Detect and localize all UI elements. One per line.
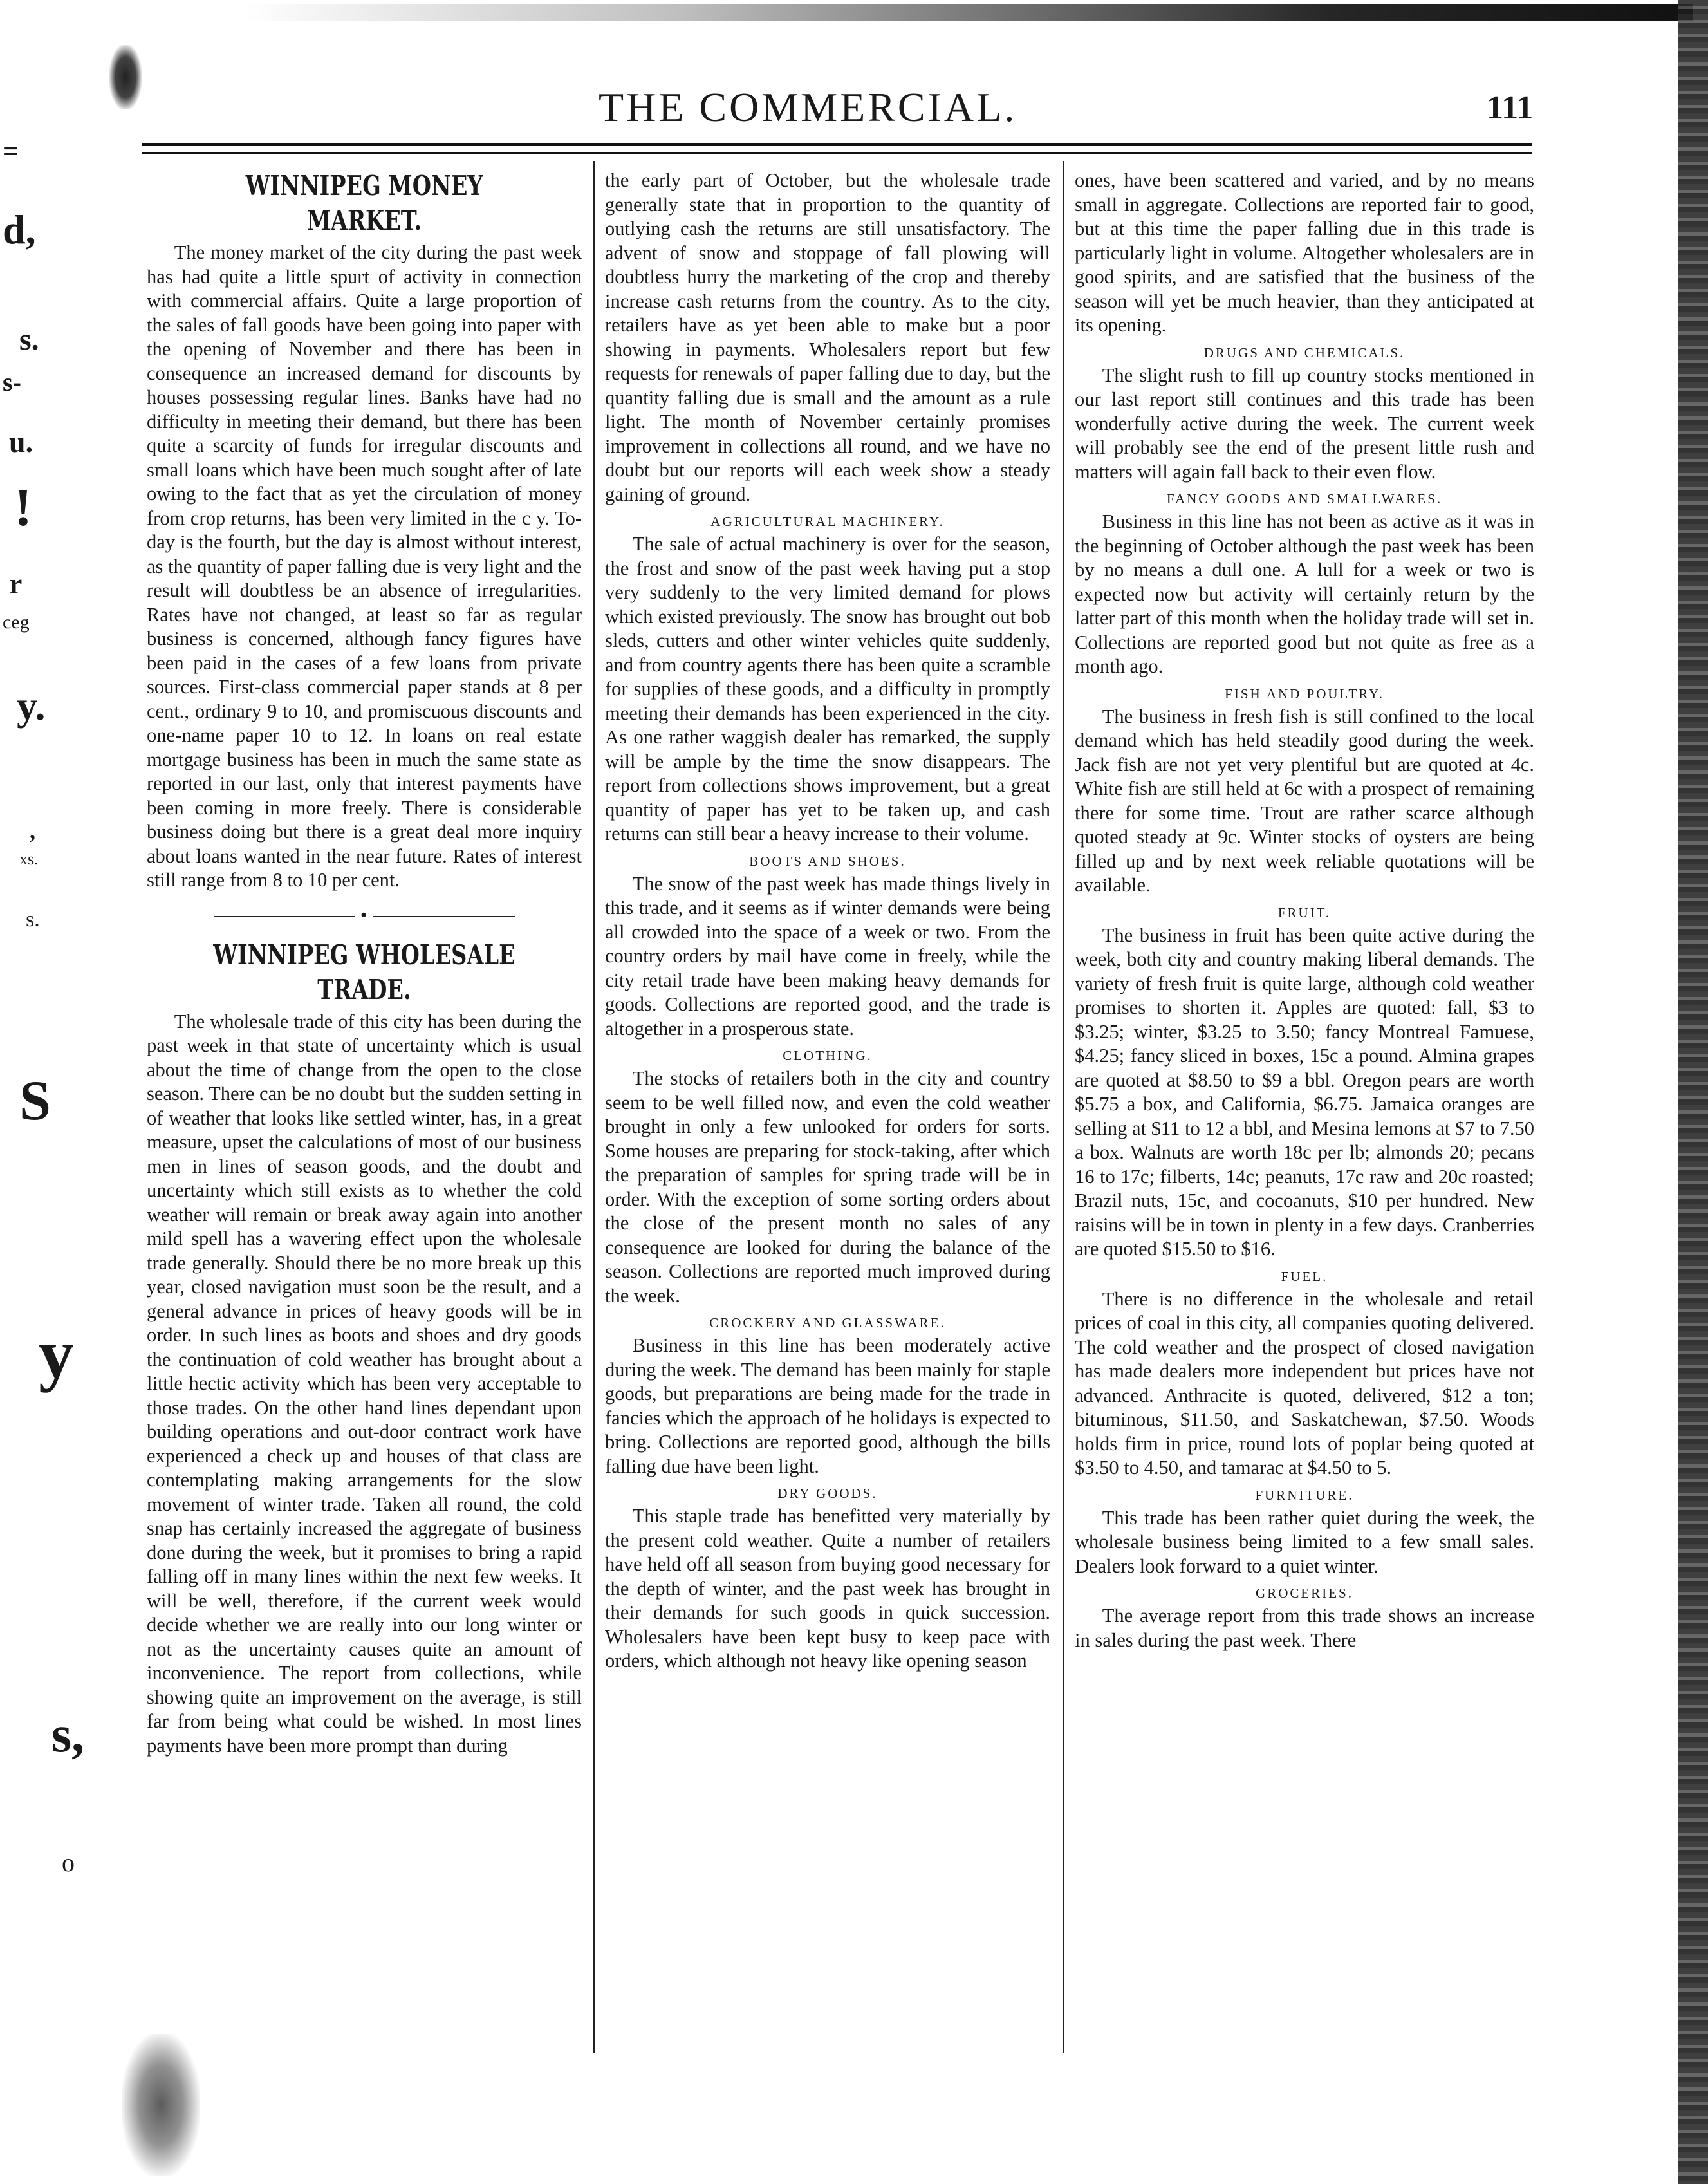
margin-fragment: xs.: [19, 850, 39, 868]
article-paragraph: Business in this line has not been as active as it was in the beginning of October although the past week has been by no means a dull one. A lull for a week or two is expected now but activity will certainly return by the latter part of this month when the holiday trade will set in. Collections are reported good but not quite as free as a month ago.: [1075, 510, 1534, 677]
margin-fragment: r: [9, 567, 23, 600]
article-paragraph: This trade has been rather quiet during the week, the wholesale business being limited to a few small sales. Dealers look forward to a quiet winter.: [1075, 1506, 1534, 1577]
margin-fragment: S: [19, 1070, 51, 1132]
column-divider: [1063, 161, 1064, 2053]
divider-ornament: •: [355, 905, 374, 924]
article-paragraph: ones, have been scattered and varied, and by no means small in aggregate. Collections are reported fair to good, but at this time the paper falling due in this trade is particularly light in volume. Altogether wholesalers are in good spirits, and are satisfied that the business of the season will yet be much heavier, than they anticipated at its opening.: [1075, 169, 1534, 336]
section-heading: CLOTHING.: [783, 1048, 873, 1063]
column-3: [1075, 169, 1534, 1652]
article-paragraph: The sale of actual machinery is over for the season, the frost and snow of the past week having put a stop very suddenly to the very limited demand for plows which existed previously. The snow has brought out bob sleds, cutters and other winter vehicles quite suddenly, and from country agents there has been quite a scramble for supplies of these goods, and a difficulty in promptly meeting their demands has been experienced in the city. As one rather waggish dealer has remarked, the supply will be ample by the time the snow disappears. The report from collections shows improvement, but a great quantity of paper has yet to be taken up, and cash returns can still bear a heavy increase to their volume.: [605, 533, 1050, 845]
header-rule: [142, 152, 1532, 154]
article-paragraph: Business in this line has been moderately active during the week. The demand has been mainly for staple goods, but preparations are being made for the trade in fancies which the approach of he holidays is expected to bring. Collections are reported good, although the bills falling due have been light.: [605, 1334, 1050, 1477]
column-2: [605, 169, 1050, 1674]
scan-edge-top: [245, 4, 1693, 21]
section-heading: FANCY GOODS AND SMALLWARES.: [1166, 491, 1443, 507]
header-rule: [142, 143, 1532, 146]
section-heading: BOOTS AND SHOES.: [749, 853, 906, 869]
column-1: [147, 169, 582, 1758]
section-heading: GROCERIES.: [1256, 1585, 1353, 1601]
margin-fragment: y: [39, 1314, 74, 1393]
column-divider: [593, 161, 595, 2053]
margin-fragment: !: [14, 478, 32, 537]
article-paragraph: the early part of October, but the wholesale trade generally state that in proportion to the quantity of outlying cash the returns are still unsatisfactory. The advent of snow and stoppage of fall plowing will doubtless hurry the marketing of the crop and thereby increase cash returns from the country. As to the city, retailers have as yet been able to make but a poor showing in payments. Wholesalers report but few requests for renewals of paper falling due to day, but the quantity falling due is small and the amount as a rule light. The month of November certainly promises improvement in collections all round, and we have no doubt but our reports will each week show a steady gaining of ground.: [605, 169, 1050, 505]
section-heading: FURNITURE.: [1255, 1487, 1354, 1503]
margin-fragment: y.: [17, 683, 46, 729]
section-heading: CROCKERY AND GLASSWARE.: [709, 1315, 946, 1330]
section-heading: FRUIT.: [1277, 904, 1332, 920]
section-heading: DRUGS AND CHEMICALS.: [1203, 344, 1406, 360]
scan-blot-top-left: [109, 45, 142, 109]
article-paragraph: The money market of the city during the past week has had quite a little spurt of activity in connection with commercial affairs. Quite a large proportion of the sales of fall goods have been going into paper with the opening of November and there has been in consequence an increased demand for discounts by houses possessing regular lines. Banks have had no difficulty in meeting their demand, but there has been quite a scarcity of funds for irregular discounts and small loans which have been much sought after of late owing to the fact that as yet the circulation of money from crop returns, has been very limited in the c y. To-day is the fourth, but the day is almost without interest, as the quantity of paper falling due is very light and the result will doubtless be an absence of irregularities. Rates have not changed, at least so far as regular business is concerned, although fancy figures have been paid in the cases of a few loans from private sources. First-class commercial paper stands at 8 per cent., ordinary 9 to 10, and promiscuous discounts and one-name paper 10 to 12. In loans on real estate mortgage business has been in much the same state as reported in our last, only that interest payments have been coming in more freely. There is considerable business doing but there is a great deal more inquiry about loans wanted in the near future. Rates of interest still range from 8 to 10 per cent.: [147, 241, 582, 891]
article-title: WINNIPEG MONEY MARKET.: [245, 170, 483, 236]
article-paragraph: The slight rush to fill up country stocks mentioned in our last report still continues and this trade has been wonderfully active during the week. The current week will probably see the end of the present little rush and matters will again fall back to their even flow.: [1075, 364, 1534, 483]
page-number: 111: [1487, 89, 1534, 126]
divider-rule: [214, 916, 355, 917]
article-paragraph: The stocks of retailers both in the city and country seem to be well filled now, and even the cold weather brought in only a few unlooked for orders for sorts. Some houses are preparing for stock-taking, after which the preparation of samples for spring trade will be in order. With the exception of some sorting orders about the close of the present month no sales of any consequence are looked for during the balance of the season. Collections are reported much improved during the week.: [605, 1067, 1050, 1307]
article-paragraph: The business in fruit has been quite active during the week, both city and country making liberal demands. The variety of fresh fruit is quite large, although cold weather promises to shorten it. Apples are quoted: fall, $3 to $3.25; winter, $3.25 to 3.50; fancy Montreal Famuese, $4.25; fancy sliced in boxes, 15c a pound. Almina grapes are quoted at $8.50 to $9 a bbl. Oregon pears are worth $5.75 a box, and California, $6.75. Jamaica oranges are selling at $11 to 12 a bbl, and Mesina lemons at $7 to 7.50 a box. Walnuts are worth 18c per lb; almonds 20; pecans 16 to 17c; filberts, 14c; peanuts, 17c raw and 20c roasted; Brazil nuts, 15c, and cocoanuts, $10 per hundred. New raisins will be in town in plenty in a few days. Cranberries are quoted $15.50 to $16.: [1075, 924, 1534, 1260]
article-paragraph: The business in fresh fish is still confined to the local demand which has held steadily good during the week. Jack fish are not yet very plentiful but are quoted at 4c. White fish are still held at 6c with a prospect of remaining there for some time. Trout are rather scarce although quoted steady at 9c. Winter stocks of oysters are being filled up and by next week reliable quotations will be available.: [1075, 705, 1534, 896]
article-paragraph: The average report from this trade shows an increase in sales during the past week. There: [1075, 1605, 1534, 1651]
article-paragraph: There is no difference in the wholesale and retail prices of coal in this city, all companies quoting delivered. The cold weather and the prospect of closed navigation has made dealers more independent but prices have not advanced. Anthracite is quoted, delivered, $12 a ton; bituminous, $11.50, and Saskatchewan, $7.50. Woods holds firm in price, round lots of poplar being quoted at $3.50 to 4.50, and tamarac at $4.50 to 5.: [1075, 1287, 1534, 1479]
article-divider: [147, 904, 582, 926]
margin-fragment: ceg: [3, 611, 30, 633]
margin-fragment: s.: [26, 908, 40, 931]
margin-fragment: s-: [3, 368, 21, 397]
section-heading: DRY GOODS.: [777, 1486, 878, 1501]
section-heading: FUEL.: [1281, 1268, 1328, 1284]
margin-fragment: s,: [51, 1706, 85, 1763]
article-paragraph: The wholesale trade of this city has been during the past week in that state of uncertainty which is usual about the time of change from the open to the close season. There can be no doubt but the sudden setting in of weather that looks like settled winter, has, in a great measure, upset the calculations of most of our business men in lines of season goods, and the doubt and uncertainty which still exists as to whether the cold weather will remain or break away again into another mild spell has a wavering effect upon the wholesale trade generally. Should there be no more break up this year, closed navigation must soon be the result, and a general advance in prices of heavy goods will be in order. In such lines as boots and shoes and dry goods the continuation of cold weather has brought about a little hectic activity which has been very acceptable to those trades. On the other hand lines dependant upon building operations and out-door contract work have experienced a check up and houses of that class are contemplating making arrangements for the slow movement of winter trade. Taken all round, the cold snap has certainly increased the aggregate of business done during the week, but it promises to bring a rapid falling off in many lines within the next few weeks. It will be well, therefore, if the current week would decide whether we are really into our long winter or not as the uncertainty causes quite an amount of inconvenience. The report from collections, while showing quite an improvement on the average, is still far from being what could be wished. In most lines payments have been more prompt than during: [147, 1010, 582, 1757]
margin-fragment: d,: [3, 207, 36, 252]
margin-fragment: ,: [30, 818, 35, 844]
article-paragraph: The snow of the past week has made things lively in this trade, and it seems as if winter demands were being all crowded into the space of a week or two. From the country orders by mail have come in freely, while the city retail trade have been making heavy demands for goods. Collections are reported good, and the trade is altogether in a prosperous state.: [605, 872, 1050, 1040]
section-heading: FISH AND POULTRY.: [1225, 686, 1384, 702]
margin-fragment: s.: [19, 322, 39, 357]
margin-fragment: o: [62, 1848, 75, 1877]
scan-edge-right: [1678, 0, 1708, 2184]
scan-blot-bottom-left: [122, 2034, 200, 2176]
section-heading: AGRICULTURAL MACHINERY.: [710, 514, 945, 529]
page-title: THE COMMERCIAL.: [599, 84, 1017, 130]
margin-fragment: =: [3, 136, 19, 167]
margin-fragment: u.: [9, 425, 33, 458]
article-paragraph: This staple trade has benefitted very materially by the present cold weather. Quite a number of retailers have held off all season from buying good necessary for the depth of winter, and the past week has brought in their demands for such goods in quick succession. Wholesalers have been kept busy to keep pace with orders, which although not heavy like opening season: [605, 1505, 1050, 1672]
divider-rule: [373, 916, 515, 917]
article-title: WINNIPEG WHOLESALE TRADE.: [213, 938, 515, 1005]
